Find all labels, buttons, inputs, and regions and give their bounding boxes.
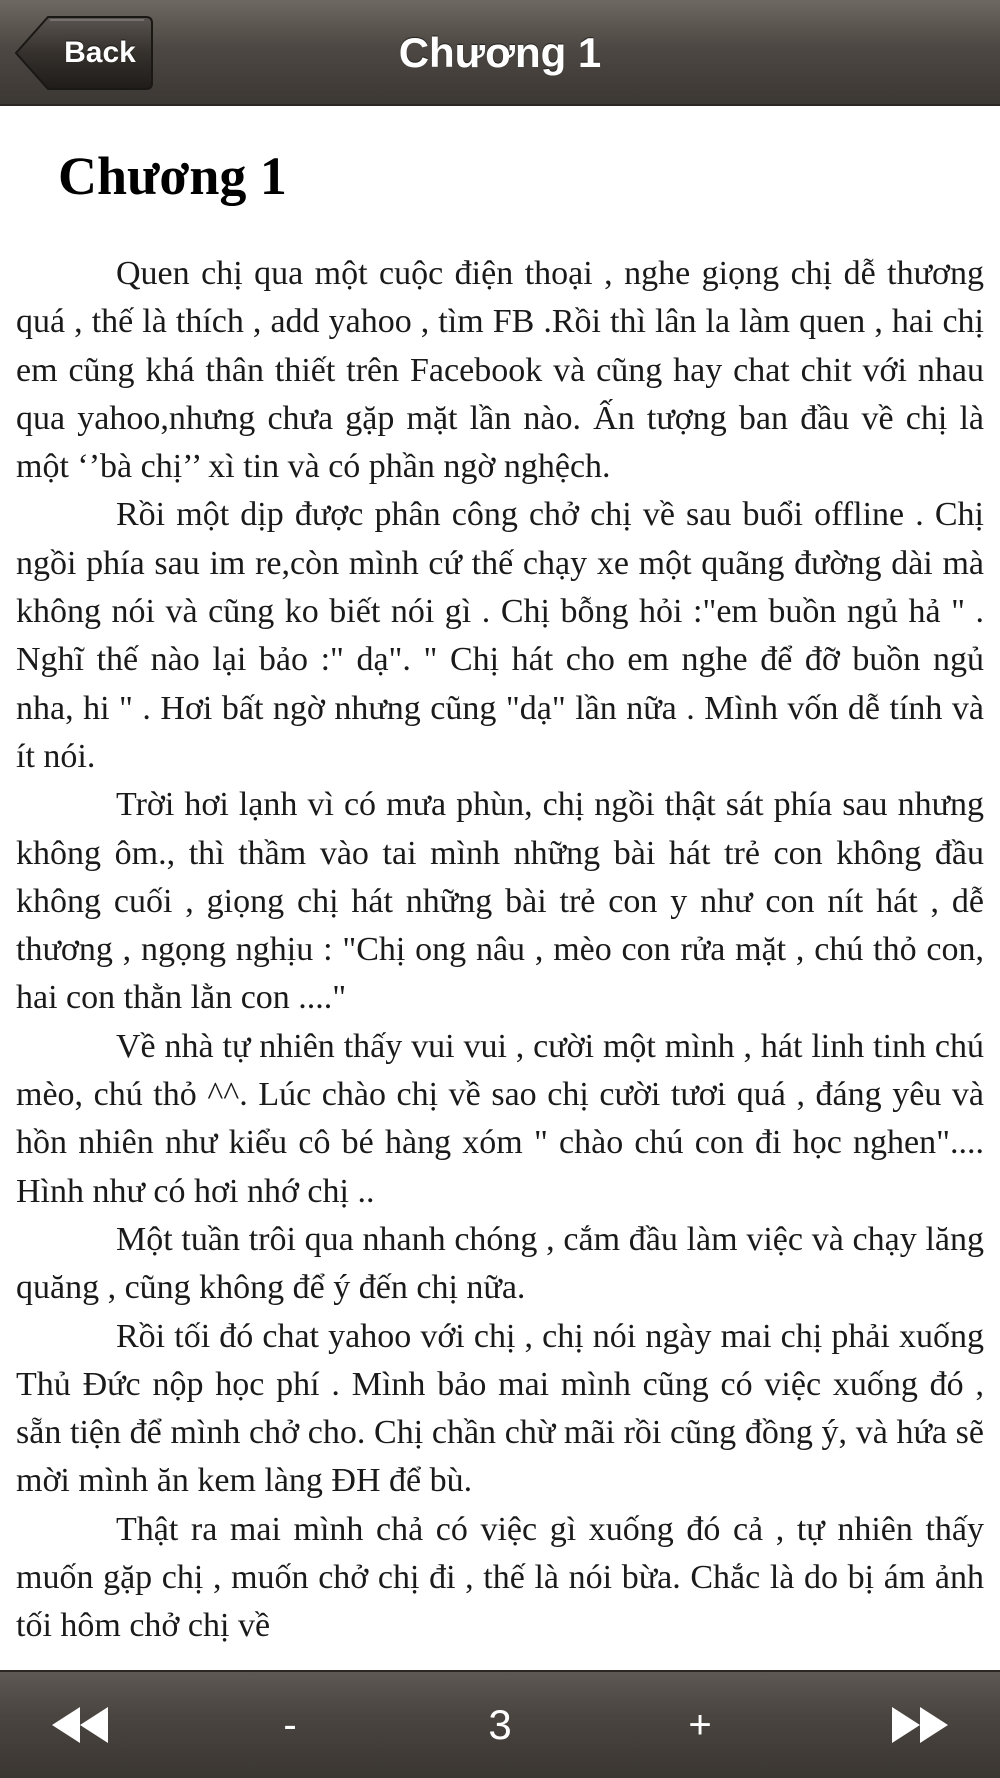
page-number: 3: [488, 1701, 512, 1748]
bottom-toolbar: [0, 1670, 1000, 1778]
decrease-font-button[interactable]: -: [283, 1703, 297, 1747]
paragraph: Rồi một dịp được phân công chở chị về sau buổi offline . Chị ngồi phía sau im re,còn mình cứ thế chạy xe một quãng đường dài mà không nói và cũng ko biết nói gì . Chị bỗng hỏi :"em buồn ngủ hả " . Nghĩ thế nào lại bảo :" dạ". " Chị hát cho em nghe để đỡ buồn ngủ nha, hi " . Hơi bất ngờ nhưng cũng "dạ" lần nữa . Mình vốn dễ tính và ít nói.: [16, 496, 984, 775]
back-button[interactable]: [14, 15, 154, 91]
paragraph: Về nhà tự nhiên thấy vui vui , cười một mình , hát linh tinh chú mèo, chú thỏ ^^. Lúc chào chị về sao chị cười tươi quá , đáng yêu và hồn nhiên như kiểu cô bé hàng xóm " chào chú con đi học nghen".... Hình như có hơi nhớ chị ..: [16, 1027, 984, 1210]
paragraph: Thật ra mai mình chả có việc gì xuống đó cả , tự nhiên thấy muốn gặp chị , muốn chở chị đi , thế là nói bừa. Chắc là do bị ám ảnh tối hôm chở chị về: [16, 1510, 984, 1645]
chapter-heading: Chương 1: [58, 146, 287, 206]
paragraph: Một tuần trôi qua nhanh chóng , cắm đầu làm việc và chạy lăng quăng , cũng không để ý đến chị nữa.: [16, 1220, 984, 1307]
chapter-content[interactable]: [0, 106, 1000, 1670]
nav-title: Chương 1: [398, 29, 602, 76]
story-text: [16, 250, 984, 1651]
fast-forward-icon: [890, 1705, 950, 1745]
back-button-label: Back: [64, 36, 136, 69]
paragraph: Trời hơi lạnh vì có mưa phùn, chị ngồi thật sát phía sau nhưng không ôm., thì thầm vào tai mình những bài hát trẻ con không đầu không cuối , giọng chị hát những bài trẻ con y như con nít hát , dễ thương , ngọng nghịu : "Chị ong nâu , mèo con rửa mặt , chú thỏ con, hai con thằn lằn con ....": [16, 786, 984, 1017]
previous-chapter-button[interactable]: [30, 1672, 130, 1778]
paragraph: Quen chị qua một cuộc điện thoại , nghe giọng chị dễ thương quá , thế là thích , add yahoo , tìm FB .Rồi thì lân la làm quen , hai chị em cũng khá thân thiết trên Facebook và cũng hay chat chit với nhau qua yahoo,nhưng chưa gặp mặt lần nào. Ấn tượng ban đầu về chị là một ‘’bà chị’’ xì tin và có phần ngờ nghệch.: [16, 255, 984, 486]
increase-font-button[interactable]: +: [688, 1703, 712, 1747]
paragraph: Rồi tối đó chat yahoo với chị , chị nói ngày mai chị phải xuống Thủ Đức nộp học phí . Mình bảo mai mình cũng có việc xuống đó , sẵn tiện để mình chở cho. Chị chần chừ mãi rồi cũng đồng ý, và hứa sẽ mời mình ăn kem làng ĐH để bù.: [16, 1317, 984, 1500]
navigation-bar: [0, 0, 1000, 106]
rewind-icon: [50, 1705, 110, 1745]
next-chapter-button[interactable]: [870, 1672, 970, 1778]
